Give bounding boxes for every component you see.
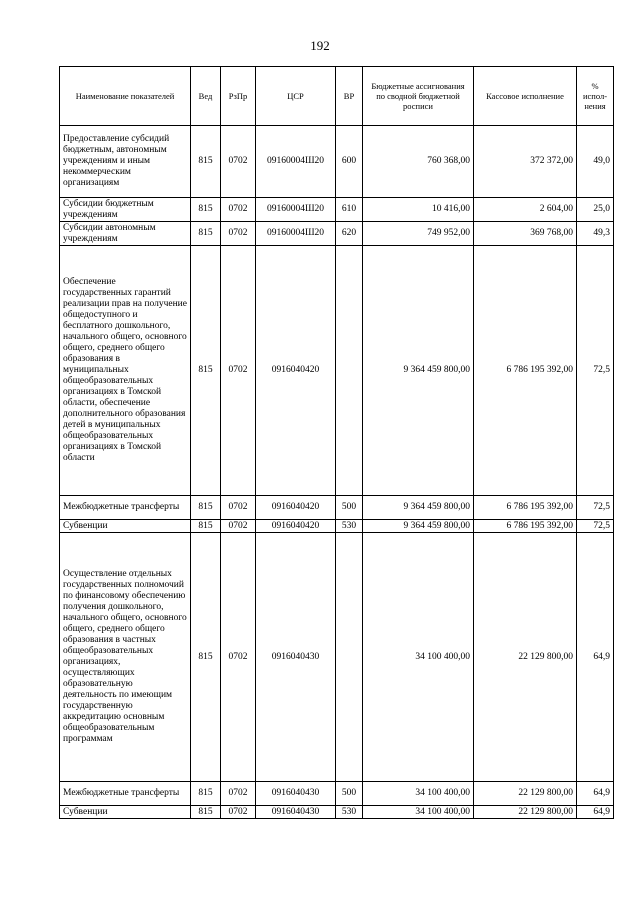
row-ved: 815 bbox=[191, 246, 221, 496]
row-ved: 815 bbox=[191, 496, 221, 520]
row-ved: 815 bbox=[191, 782, 221, 806]
header-csr: ЦСР bbox=[256, 67, 336, 126]
row-cash: 372 372,00 bbox=[474, 126, 577, 198]
header-row bbox=[60, 67, 614, 126]
row-cash: 369 768,00 bbox=[474, 222, 577, 246]
row-vr: 530 bbox=[336, 520, 363, 533]
row-percent: 72,5 bbox=[577, 246, 614, 496]
row-allocations: 34 100 400,00 bbox=[363, 782, 474, 806]
row-csr: 0916040420 bbox=[256, 496, 336, 520]
row-ved: 815 bbox=[191, 126, 221, 198]
row-rzpr: 0702 bbox=[221, 520, 256, 533]
row-allocations: 9 364 459 800,00 bbox=[363, 496, 474, 520]
row-ved: 815 bbox=[191, 520, 221, 533]
row-name: Субвенции bbox=[60, 520, 191, 533]
row-rzpr: 0702 bbox=[221, 782, 256, 806]
row-name: Межбюджетные трансферты bbox=[60, 496, 191, 520]
row-ved: 815 bbox=[191, 533, 221, 782]
row-cash: 22 129 800,00 bbox=[474, 533, 577, 782]
row-name: Субсидии автономным учреждениям bbox=[60, 222, 191, 246]
header-allocations: Бюджетные ассигнования по сводной бюджетной росписи bbox=[363, 67, 474, 126]
row-percent: 64,9 bbox=[577, 533, 614, 782]
header-percent: % испол-нения bbox=[577, 67, 614, 126]
row-cash: 22 129 800,00 bbox=[474, 782, 577, 806]
row-vr: 500 bbox=[336, 496, 363, 520]
row-cash: 22 129 800,00 bbox=[474, 806, 577, 819]
row-percent: 72,5 bbox=[577, 496, 614, 520]
row-ved: 815 bbox=[191, 198, 221, 222]
row-allocations: 34 100 400,00 bbox=[363, 533, 474, 782]
row-percent: 64,9 bbox=[577, 806, 614, 819]
row-name: Осуществление отдельных государственных полномочий по финансовому обеспечению получения дошкольного, начального общего, основного общего, среднего общего образования в частных общеобразовательных организациях, осуществляющих образовательную деятельность по имеющим государственную аккредитацию основным общеобразовательным программам bbox=[60, 533, 191, 782]
row-percent: 49,3 bbox=[577, 222, 614, 246]
row-vr: 600 bbox=[336, 126, 363, 198]
row-vr: 530 bbox=[336, 806, 363, 819]
table-row bbox=[60, 806, 614, 819]
header-vr: ВР bbox=[336, 67, 363, 126]
table-row bbox=[60, 496, 614, 520]
row-name: Межбюджетные трансферты bbox=[60, 782, 191, 806]
row-ved: 815 bbox=[191, 806, 221, 819]
row-cash: 2 604,00 bbox=[474, 198, 577, 222]
row-csr: 0916040430 bbox=[256, 782, 336, 806]
row-allocations: 749 952,00 bbox=[363, 222, 474, 246]
row-csr: 0916040420 bbox=[256, 246, 336, 496]
row-vr: 620 bbox=[336, 222, 363, 246]
row-percent: 49,0 bbox=[577, 126, 614, 198]
header-name: Наименование показателей bbox=[60, 67, 191, 126]
row-cash: 6 786 195 392,00 bbox=[474, 520, 577, 533]
row-cash: 6 786 195 392,00 bbox=[474, 246, 577, 496]
header-cash: Кассовое исполнение bbox=[474, 67, 577, 126]
row-csr: 09160004Ш20 bbox=[256, 222, 336, 246]
header-rzpr: РзПр bbox=[221, 67, 256, 126]
table-row bbox=[60, 520, 614, 533]
row-percent: 64,9 bbox=[577, 782, 614, 806]
table-row bbox=[60, 533, 614, 782]
row-vr bbox=[336, 246, 363, 496]
row-rzpr: 0702 bbox=[221, 222, 256, 246]
row-csr: 0916040420 bbox=[256, 520, 336, 533]
row-rzpr: 0702 bbox=[221, 806, 256, 819]
row-allocations: 10 416,00 bbox=[363, 198, 474, 222]
row-ved: 815 bbox=[191, 222, 221, 246]
row-allocations: 760 368,00 bbox=[363, 126, 474, 198]
header-ved: Вед bbox=[191, 67, 221, 126]
row-rzpr: 0702 bbox=[221, 496, 256, 520]
row-rzpr: 0702 bbox=[221, 246, 256, 496]
row-csr: 0916040430 bbox=[256, 806, 336, 819]
row-name: Обеспечение государственных гарантий реализации прав на получение общедоступного и бесплатного дошкольного, начального общего, основного общего, среднего общего образования в муниципальных общеобразовательных организациях в Томской области, обеспечение дополнительного образования детей в муниципальных общеобразовательных организациях в Томской области bbox=[60, 246, 191, 496]
table-row bbox=[60, 222, 614, 246]
table-row bbox=[60, 126, 614, 198]
row-name: Предоставление субсидий бюджетным, автономным учреждениям и иным некоммерческим организациям bbox=[60, 126, 191, 198]
table-row bbox=[60, 782, 614, 806]
row-vr bbox=[336, 533, 363, 782]
row-percent: 25,0 bbox=[577, 198, 614, 222]
table-row bbox=[60, 198, 614, 222]
row-rzpr: 0702 bbox=[221, 126, 256, 198]
row-csr: 09160004Ш20 bbox=[256, 126, 336, 198]
row-csr: 0916040430 bbox=[256, 533, 336, 782]
row-cash: 6 786 195 392,00 bbox=[474, 496, 577, 520]
row-allocations: 34 100 400,00 bbox=[363, 806, 474, 819]
row-name: Субвенции bbox=[60, 806, 191, 819]
budget-table bbox=[59, 66, 614, 819]
row-name: Субсидии бюджетным учреждениям bbox=[60, 198, 191, 222]
row-vr: 610 bbox=[336, 198, 363, 222]
page-number: 192 bbox=[310, 38, 330, 53]
row-vr: 500 bbox=[336, 782, 363, 806]
row-allocations: 9 364 459 800,00 bbox=[363, 520, 474, 533]
row-allocations: 9 364 459 800,00 bbox=[363, 246, 474, 496]
row-csr: 09160004Ш20 bbox=[256, 198, 336, 222]
table-row bbox=[60, 246, 614, 496]
row-percent: 72,5 bbox=[577, 520, 614, 533]
row-rzpr: 0702 bbox=[221, 198, 256, 222]
row-rzpr: 0702 bbox=[221, 533, 256, 782]
